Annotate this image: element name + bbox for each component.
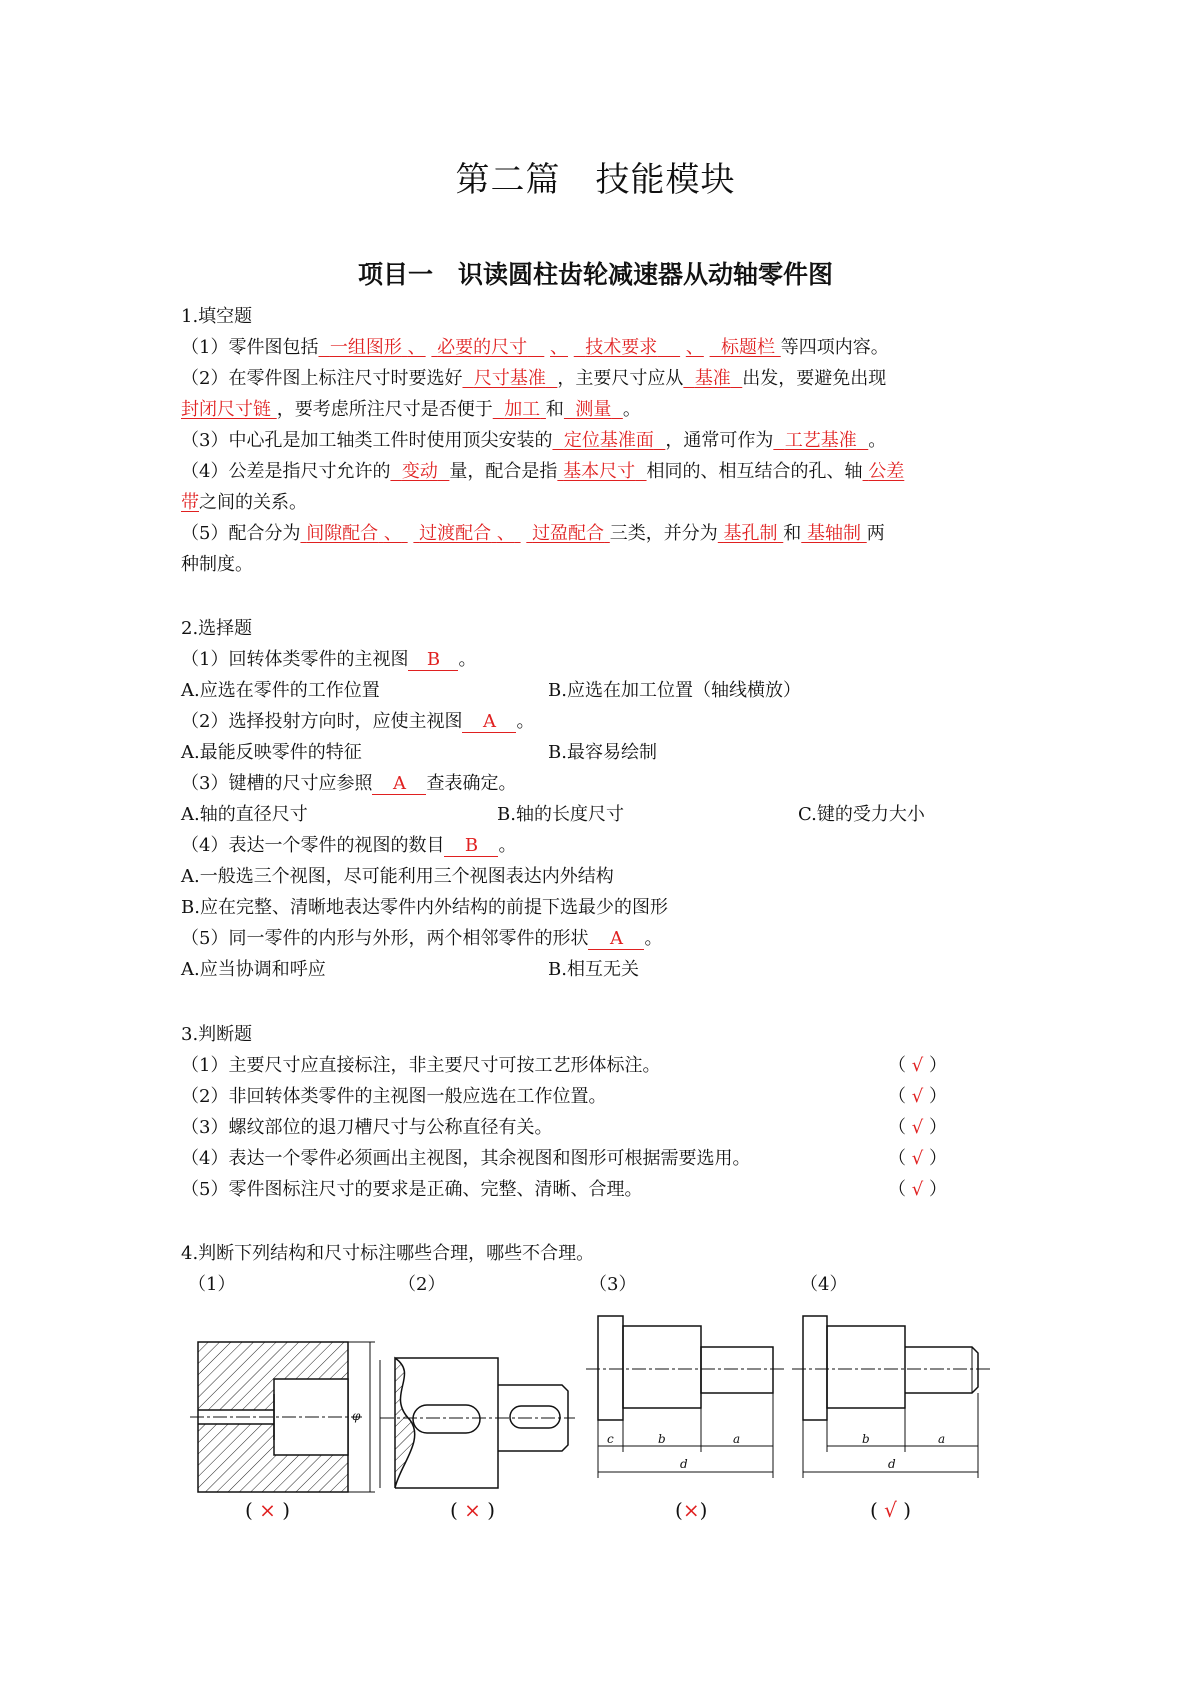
judge-item-5: （5）零件图标注尺寸的要求是正确、完整、清晰、合理。 [181, 1179, 643, 1200]
fill-q1: （1）零件图包括 一组图形 、 必要的尺寸 、 技术要求 、 标题栏 等四项内容。 [181, 337, 889, 358]
choice-q3-option-b: B.轴的长度尺寸 [497, 804, 624, 825]
fill-q4-answer-1: 变动 [401, 461, 438, 482]
section-3-heading: 3.判断题 [181, 1024, 253, 1045]
judge-item-1: （1）主要尺寸应直接标注，非主要尺寸可按工艺形体标注。 [181, 1055, 661, 1076]
page-title: 第二篇 技能模块 [455, 160, 736, 200]
figure-1-label: （1） [188, 1274, 236, 1295]
choice-q1-option-a: A.应选在零件的工作位置 [181, 680, 380, 701]
choice-q4-option-a: A.一般选三个视图，尽可能利用三个视图表达内外结构 [181, 866, 614, 887]
fill-q1-answer-4: 标题栏 [721, 337, 776, 358]
figure-4-dim-d: d [888, 1457, 896, 1471]
figure-3-dim-c: c [607, 1432, 614, 1446]
choice-q4-stem: （4）表达一个零件的视图的数目 B 。 [181, 835, 517, 856]
figure-3-answer: (×) [675, 1498, 708, 1522]
choice-q1-stem: （1）回转体类零件的主视图 B 。 [181, 649, 477, 670]
choice-q3-option-a: A.轴的直径尺寸 [181, 804, 308, 825]
fill-q3-answer-2: 工艺基准 [784, 430, 857, 451]
figure-2-answer: ( × ) [450, 1498, 496, 1522]
figure-4-dim-b: b [862, 1432, 870, 1446]
choice-q1-answer: B [408, 650, 458, 671]
figure-4-answer: ( √ ) [870, 1498, 912, 1522]
judge-item-3-mark: （ √ ） [888, 1117, 947, 1138]
fill-q5-answer-1: 间隙配合 、 [306, 523, 402, 544]
fill-q1-answer-2: 必要的尺寸 [437, 337, 528, 358]
choice-q3-stem: （3）键槽的尺寸应参照 A 查表确定。 [181, 773, 517, 794]
fill-q5-answer-5: 基轴制 [807, 523, 861, 544]
project-title: 项目一 识读圆柱齿轮减速器从动轴零件图 [357, 260, 833, 289]
fill-q1-answer-3: 技术要求 [585, 337, 658, 358]
judge-item-2-mark: （ √ ） [888, 1086, 947, 1107]
choice-q5-option-a: A.应当协调和呼应 [181, 959, 326, 980]
fill-q5-answer-4: 基孔制 [723, 523, 778, 544]
judge-item-4-mark: （ √ ） [888, 1148, 947, 1169]
fill-q1-sep-3: 、 [685, 337, 704, 358]
choice-q5-answer: A [588, 929, 644, 950]
judge-item-2: （2）非回转体类零件的主视图一般应选在工作位置。 [181, 1086, 607, 1107]
judge-item-4: （4）表达一个零件必须画出主视图，其余视图和图形可根据需要选用。 [181, 1148, 751, 1169]
fill-q3-answer-1: 定位基准面 [563, 430, 654, 451]
fill-q3: （3）中心孔是加工轴类工件时使用顶尖安装的 定位基准面 ，通常可作为 工艺基准 。 [181, 430, 887, 451]
figure-1-answer: ( × ) [245, 1498, 291, 1522]
fill-q2-answer-2: 基准 [694, 368, 731, 389]
section-4-heading: 4.判断下列结构和尺寸标注哪些合理，哪些不合理。 [181, 1243, 595, 1264]
fill-q4-answer-3b: 带 [181, 492, 199, 513]
fill-q5-line-2: 种制度。 [181, 554, 253, 575]
fill-q2-line-1: （2）在零件图上标注尺寸时要选好 尺寸基准 ，主要尺寸应从 基准 出发，要避免出现 [181, 368, 887, 389]
choice-q2-option-a: A.最能反映零件的特征 [181, 742, 362, 763]
fill-q5-answer-2: 过渡配合 、 [419, 523, 515, 544]
choice-q1-option-b: B.应选在加工位置（轴线横放） [548, 680, 801, 701]
fill-q4-line-2: 带之间的关系。 [181, 492, 307, 513]
fill-q5-answer-3: 过盈配合 [532, 523, 605, 544]
figure-3-dim-a: a [733, 1432, 741, 1446]
fill-q2-answer-3: 封闭尺寸链 [181, 399, 271, 420]
fill-q1-text: （1）零件图包括 [181, 337, 319, 358]
fill-q4-answer-3a: 公差 [868, 461, 905, 482]
figure-3-dim-d: d [680, 1457, 688, 1471]
section-1-heading: 1.填空题 [181, 306, 253, 327]
section-2-heading: 2.选择题 [181, 618, 253, 639]
choice-q2-option-b: B.最容易绘制 [548, 742, 657, 763]
fill-q1-sep-1: 、 [407, 337, 426, 358]
choice-q2-answer: A [462, 712, 516, 733]
choice-q5-option-b: B.相互无关 [548, 959, 639, 980]
choice-q3-answer: A [372, 774, 426, 795]
judge-item-3: （3）螺纹部位的退刀槽尺寸与公称直径有关。 [181, 1117, 553, 1138]
figure-4-label: （4） [800, 1274, 848, 1295]
choice-q4-option-b: B.应在完整、清晰地表达零件内外结构的前提下选最少的图形 [181, 897, 668, 918]
fill-q2-answer-1: 尺寸基准 [473, 368, 546, 389]
figure-3-drawing [586, 1316, 785, 1478]
fill-q1-sep-2: 、 [550, 337, 569, 358]
figure-3-label: （3） [589, 1274, 637, 1295]
figure-2-drawing [380, 1358, 575, 1488]
choice-q5-stem: （5）同一零件的内形与外形，两个相邻零件的形状 A 。 [181, 928, 663, 949]
fill-q2-line-2: 封闭尺寸链 ，要考虑所注尺寸是否便于 加工 和 测量 。 [181, 399, 641, 420]
figure-4-drawing [792, 1316, 990, 1478]
figure-4-dim-a: a [938, 1432, 946, 1446]
figure-1-dim-phi: φ [352, 1409, 361, 1423]
fill-q4-answer-2: 基本尺寸 [563, 461, 636, 482]
fill-q2-answer-4: 加工 [504, 399, 541, 420]
choice-q2-stem: （2）选择投射方向时，应使主视图 A 。 [181, 711, 535, 732]
choice-q3-option-c: C.键的受力大小 [798, 804, 925, 825]
figure-2-label: （2） [398, 1274, 446, 1295]
fill-q1-answer-1: 一组图形 [329, 337, 402, 358]
fill-q5-line-1: （5）配合分为 间隙配合 、 过渡配合 、 过盈配合 三类，并分为 基孔制 和 基轴制 两 [181, 523, 885, 544]
fill-q2-answer-5: 测量 [575, 399, 612, 420]
figure-1-drawing [190, 1342, 375, 1492]
judge-item-1-mark: （ √ ） [888, 1055, 947, 1076]
figure-3-dim-b: b [658, 1432, 666, 1446]
judge-item-5-mark: （ √ ） [888, 1179, 947, 1200]
fill-q4-line-1: （4）公差是指尺寸允许的 变动 量，配合是指 基本尺寸 相同的、相互结合的孔、轴 公差 [181, 461, 905, 482]
choice-q4-answer: B [444, 836, 498, 857]
